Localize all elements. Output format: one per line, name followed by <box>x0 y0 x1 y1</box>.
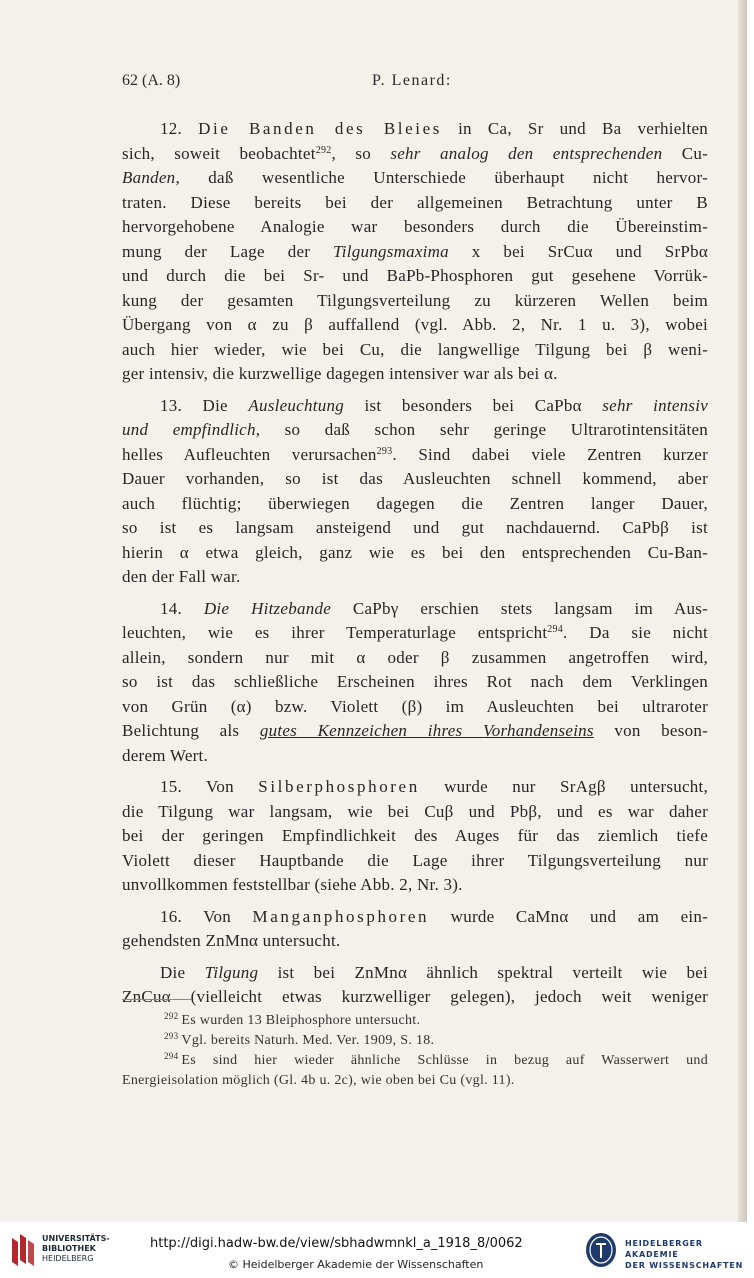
academy-name: HEIDELBERGER AKADEMIE DER WISSENSCHAFTEN <box>625 1239 744 1270</box>
permalink-url[interactable]: http://digi.hadw-bw.de/view/sbhadwmnkl_a_1918_8/0062 <box>150 1236 523 1251</box>
text-line: leuchten, wie es ihrer Temperaturlage entspricht$^{294}$. Da sie nicht <box>122 623 708 642</box>
text-line: 12. Die Banden des Bleies in Ca, Sr und Ba verhielten <box>160 119 708 138</box>
footnote-ref: 292 <box>315 144 332 156</box>
text-line: Banden, daß wesentliche Unterschiede überhaupt nicht hervor- <box>122 168 708 187</box>
footnote-ref: 294 <box>547 624 564 635</box>
text-line: hervorgehobene Analogie war besonders durch die Übereinstim- <box>122 217 708 236</box>
text-line: helles Aufleuchten verursachen$^{293}$. Sind dabei viele Zentren kurzer <box>122 444 708 464</box>
page-number-section: 62 (A. 8) <box>122 72 181 89</box>
text-line: so ist das schließliche Erscheinen ihres Rot nach dem Verklingen <box>122 672 708 691</box>
footnote-ref: 293 <box>376 445 393 457</box>
text-line: ger intensiv, die kurzwellige dagegen intensiver war als bei α. <box>122 364 558 383</box>
text-line: 16. Von Manganphosphoren wurde CaMnα und am ein- <box>160 906 708 926</box>
text-line: hierin α etwa gleich, ganz wie es bei den entsprechenden Cu-Ban- <box>122 542 708 562</box>
footnote-294-continued: Energieisolation möglich (Gl. 4b u. 2c), wie oben bei Cu (vgl. 11). <box>122 1073 515 1088</box>
text-line: die Tilgung war langsam, wie bei Cuβ und Pbβ, und es war daher <box>122 801 708 821</box>
text-line: so ist es langsam ansteigend und gut nachdauernd. CaPbβ ist <box>122 518 708 537</box>
text-line: auch hier wieder, wie bei Cu, die langwellige Tilgung bei β weni- <box>122 339 708 359</box>
text-line: mung der Lage der Tilgungsmaxima x bei SrCuα und SrPbα <box>122 241 708 261</box>
text-line: und empfindlich, so daß schon sehr geringe Ultrarotintensitäten <box>122 420 708 439</box>
running-header <box>122 72 708 96</box>
footnote-294: $^{294}$ Es sind hier wieder ähnliche Schlüsse in bezug auf Wasserwert und <box>164 1051 708 1068</box>
text-line: Belichtung als gutes Kennzeichen ihres Vorhandenseins von beson- <box>122 721 708 740</box>
text-line: traten. Diese bereits bei der allgemeinen Betrachtung unter B <box>122 192 708 212</box>
text-line: kung der gesamten Tilgungsverteilung zu kürzeren Wellen beim <box>122 290 708 310</box>
academy-seal-icon <box>584 1231 618 1269</box>
text-line: Die Tilgung ist bei ZnMnα ähnlich spektral verteilt wie bei <box>160 962 708 982</box>
text-line: derem Wert. <box>122 745 209 765</box>
text-line: unvollkommen feststellbar (siehe Abb. 2, Nr. 3). <box>122 875 463 894</box>
text-line: allein, sondern nur mit α oder β zusammen angetroffen wird, <box>122 647 708 667</box>
text-line: und durch die bei Sr- und BaPb-Phosphoren gut gesehene Vorrük- <box>122 266 708 285</box>
body-text <box>122 117 708 1010</box>
text-line: bei der geringen Empfindlichkeit des Auges für das ziemlich tiefe <box>122 826 708 845</box>
text-line: sich, soweit beobachtet$^{292}$, so sehr analog den entsprechenden Cu- <box>122 143 708 163</box>
text-line: ZnCuα (vielleicht etwas kurzwelliger gelegen), jedoch weit weniger <box>122 987 708 1006</box>
university-library-name: UNIVERSITÄTS- BIBLIOTHEK HEIDELBERG <box>42 1234 110 1263</box>
text-line: gehendsten ZnMnα untersucht. <box>122 931 341 950</box>
text-line: auch flüchtig; überwiegen dagegen die Zentren langer Dauer, <box>122 493 708 513</box>
digitization-footer <box>0 1222 754 1278</box>
text-line: Übergang von α zu β auffallend (vgl. Abb. 2, Nr. 1 u. 3), wobei <box>122 315 708 334</box>
copyright-notice: © Heidelberger Akademie der Wissenschaften <box>228 1258 484 1271</box>
text-line: Violett dieser Hauptbande die Lage ihrer Tilgungsverteilung nur <box>122 850 708 870</box>
author-name: P. Lenard: <box>372 72 452 89</box>
footnote-292: $^{292}$ Es wurden 13 Bleiphosphore untersucht. <box>164 1011 421 1028</box>
university-library-logo-icon <box>8 1232 38 1268</box>
footnotes <box>122 1011 708 1091</box>
text-line: von Grün (α) bzw. Violett (β) im Ausleuchten bei ultraroter <box>122 696 708 716</box>
text-line: 13. Die Ausleuchtung ist besonders bei CaPbα sehr intensiv <box>160 395 708 415</box>
text-line: 15. Von Silberphosphoren wurde nur SrAgβ untersucht, <box>160 777 708 796</box>
text-line: Dauer vorhanden, so ist das Ausleuchten schnell kommend, aber <box>122 469 708 488</box>
text-line: den der Fall war. <box>122 567 241 586</box>
page-edge <box>738 0 747 1222</box>
text-line: 14. Die Hitzebande CaPbγ erschien stets langsam im Aus- <box>160 598 708 618</box>
footnote-293: $^{293}$ Vgl. bereits Naturh. Med. Ver. 1909, S. 18. <box>164 1031 435 1048</box>
footnote-divider <box>122 999 192 1000</box>
